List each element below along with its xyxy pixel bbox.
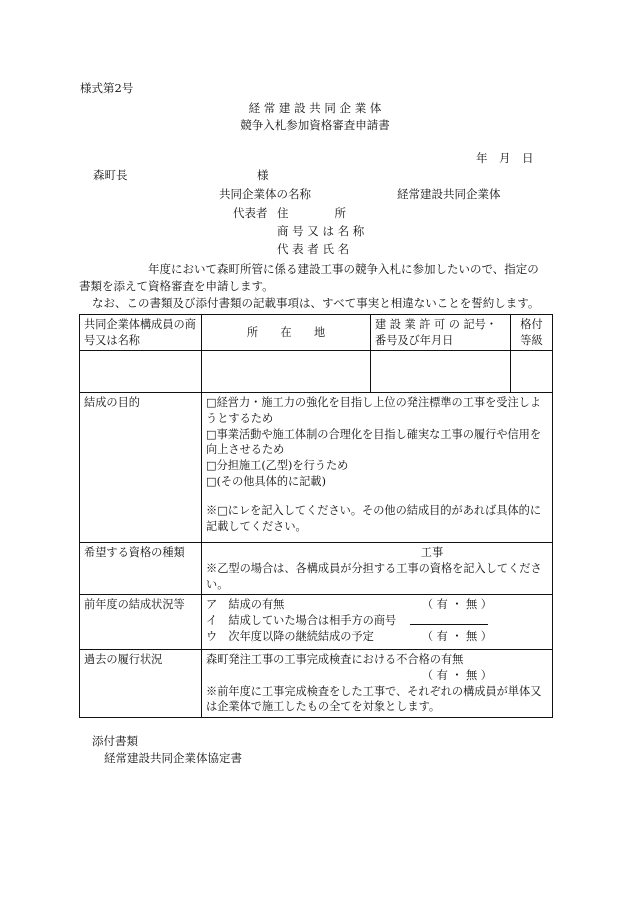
qualification-label: 希望する資格の種類 <box>80 543 202 595</box>
jv-name-value: 経常建設共同企業体 <box>397 187 501 201</box>
purpose-option-1[interactable]: □経営力・施工力の強化を目指し上位の発注標準の工事を受注しようとするため <box>206 396 542 426</box>
purpose-option-4[interactable]: □(その他具体的に記載) <box>206 474 326 488</box>
member-location-cell[interactable] <box>202 351 371 393</box>
qualification-note: ※乙型の場合は、各構成員が分担する工事の資格を記入してください。 <box>206 562 542 591</box>
past-performance-note: ※前年度に工事完成検査をした工事で、それぞれの構成員が単体又は企業体で施工したもの全てを対象とします。 <box>206 684 542 714</box>
body-text-2: 書類を添えて資格審査を申請します。 <box>79 279 274 293</box>
attachments-label: 添付書類 <box>92 734 138 748</box>
member-license-cell[interactable] <box>371 351 511 393</box>
prev-status-u-choice[interactable]: （ 有 ・ 無 ） <box>421 629 492 643</box>
prev-status-u <box>206 629 548 645</box>
document-subtitle: 競争入札参加資格審査申請書 <box>240 118 390 132</box>
addressee-honorific: 様 <box>257 168 269 182</box>
purpose-option-3[interactable]: □分担施工(乙型)を行うため <box>206 459 349 473</box>
prev-status-a <box>206 597 548 613</box>
member-name-cell[interactable] <box>80 351 202 393</box>
address-label: 住 所 <box>277 206 346 220</box>
header-location: 所 在 地 <box>202 315 371 351</box>
body-text-1: 年度において森町所管に係る建設工事の競争入札に参加したいので、指定の <box>148 262 539 276</box>
addressee: 森町長 <box>93 168 128 182</box>
application-table <box>79 314 553 718</box>
form-number: 様式第2号 <box>80 81 134 95</box>
qualification-suffix: 工事 <box>420 546 444 560</box>
prev-status-i-label: イ 結成していた場合は相手方の商号 <box>206 614 397 628</box>
header-rank: 格付等級 <box>511 315 553 351</box>
past-performance-line1: 森町発注工事の工事完成検査における不合格の有無 <box>206 653 464 667</box>
past-performance-row <box>80 650 553 718</box>
past-performance-choice[interactable]: （ 有 ・ 無 ） <box>421 669 492 683</box>
prev-status-u-label: ウ 次年度以降の継続結成の予定 <box>206 629 374 643</box>
purpose-option-2[interactable]: □事業活動や施工体制の合理化を目指し確実な工事の履行や信用を向上させるため <box>206 427 542 457</box>
member-row <box>80 351 553 393</box>
header-company-name: 共同企業体構成員の商号又は名称 <box>80 315 202 351</box>
purpose-content <box>202 393 553 543</box>
prev-status-a-choice[interactable]: （ 有 ・ 無 ） <box>421 598 492 612</box>
member-rank-cell[interactable] <box>511 351 553 393</box>
prev-status-a-label: ア 結成の有無 <box>206 598 285 612</box>
prev-status-i <box>206 613 548 629</box>
attachment-item: 経常建設共同企業体協定書 <box>104 751 242 765</box>
purpose-label: 結成の目的 <box>80 393 202 543</box>
body-text-3: なお、この書類及び添付書類の記載事項は、すべて事実と相違ないことを誓約します。 <box>92 296 540 310</box>
prev-status-content <box>202 595 553 650</box>
company-name-label: 商 号 又 は 名 称 <box>277 224 365 238</box>
table-header-row <box>80 315 553 351</box>
header-license: 建 設 業 許 可 の 記号・番号及び年月日 <box>371 315 511 351</box>
prev-status-label: 前年度の結成状況等 <box>80 595 202 650</box>
prev-status-row <box>80 595 553 650</box>
representative-name-label: 代 表 者 氏 名 <box>277 242 350 256</box>
representative-label: 代表者 <box>233 206 268 220</box>
qualification-row <box>80 543 553 595</box>
jv-name-label: 共同企業体の名称 <box>219 187 311 201</box>
partner-name-field[interactable] <box>410 613 488 625</box>
purpose-row <box>80 393 553 543</box>
past-performance-label: 過去の履行状況 <box>80 650 202 718</box>
purpose-note: ※□にレを記入してください。その他の結成目的があれば具体的に記載してください。 <box>206 504 542 534</box>
qualification-content <box>202 543 553 595</box>
past-performance-content <box>202 650 553 718</box>
document-title: 経 常 建 設 共 同 企 業 体 <box>248 101 382 115</box>
date-line: 年 月 日 <box>476 151 534 165</box>
